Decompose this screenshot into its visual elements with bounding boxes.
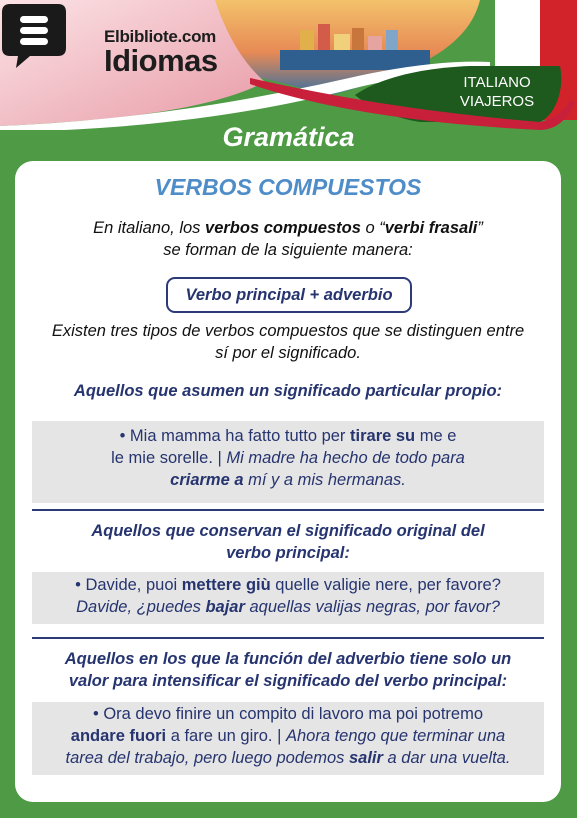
group-heading-line: Aquellos que asumen un significado particular propio: — [73, 382, 503, 400]
section-title: VERBOS COMPUESTOS — [154, 174, 422, 200]
intro-line-2: se forman de la siguiente manera: — [163, 241, 413, 259]
example-translation: Davide, ¿puedes — [76, 598, 206, 616]
page-title: Gramática — [222, 122, 355, 152]
intro-bold: verbi frasali — [384, 219, 478, 237]
example-text: quelle valigie nere, per favore? — [270, 576, 501, 594]
tagline-audience: VIAJEROS — [459, 93, 535, 110]
brand — [104, 27, 218, 78]
tagline-language: ITALIANO — [463, 74, 531, 91]
brand-name: Idiomas — [104, 43, 218, 78]
example-line — [32, 469, 544, 491]
group-heading — [15, 648, 561, 692]
content-card — [15, 161, 561, 802]
example-box — [32, 421, 544, 503]
types-line-2: sí por el significado. — [215, 344, 361, 362]
intro-bold: verbos compuestos — [205, 219, 361, 237]
example-verb-translation: bajar — [205, 598, 245, 616]
header — [0, 0, 577, 130]
example-verb: andare fuori — [70, 727, 167, 745]
group-heading-line: Aquellos en los que la función del adverbio tiene solo un — [64, 650, 512, 668]
example-text: le mie sorelle. | — [111, 449, 227, 467]
intro-part: ” — [477, 219, 483, 237]
example-line — [32, 596, 544, 618]
example-verb-translation: salir — [348, 749, 383, 767]
group-heading — [15, 380, 561, 402]
chat-bubble-logo-icon — [0, 0, 70, 70]
example-line — [32, 574, 544, 596]
example-line — [32, 747, 544, 769]
example-verb: tirare su — [350, 427, 416, 445]
example-text: me e — [415, 427, 457, 445]
example-line — [32, 725, 544, 747]
example-text: • Mia mamma ha fatto tutto per — [119, 427, 351, 445]
example-translation: mí y a mis hermanas. — [243, 471, 406, 489]
group-heading-line: Aquellos que conservan el significado original del — [91, 522, 485, 540]
intro-text — [15, 217, 561, 261]
intro-part: o “ — [360, 219, 385, 237]
example-translation: tarea del trabajo, pero luego podemos — [65, 749, 349, 767]
example-translation: Ahora tengo que terminar una — [285, 727, 506, 745]
group-heading — [15, 520, 561, 564]
types-line-1: Existen tres tipos de verbos compuestos que se distinguen entre — [51, 322, 525, 340]
example-verb: mettere giù — [181, 576, 271, 594]
example-translation: aquellas valijas negras, por favor? — [244, 598, 500, 616]
types-text — [15, 320, 561, 364]
example-text: • Davide, puoi — [75, 576, 182, 594]
example-translation: Mi madre ha hecho de todo para — [226, 449, 465, 467]
intro-line-1 — [15, 217, 561, 239]
tagline — [452, 73, 542, 111]
intro-part: En italiano, los — [93, 219, 206, 237]
example-translation: a dar una vuelta. — [382, 749, 511, 767]
divider — [32, 509, 544, 511]
example-text: a fare un giro. | — [166, 727, 286, 745]
example-box — [32, 572, 544, 624]
example-verb-translation: criarme a — [170, 471, 244, 489]
example-line — [32, 425, 544, 447]
group-heading-line: valor para intensificar el significado del verbo principal: — [68, 672, 508, 690]
example-box — [32, 702, 544, 775]
divider — [32, 637, 544, 639]
example-line — [32, 447, 544, 469]
example-line: • Ora devo finire un compito di lavoro ma poi potremo — [92, 705, 484, 723]
formula-box: Verbo principal + adverbio — [166, 277, 412, 313]
site-name: Elbibliote.com — [104, 27, 216, 46]
group-heading-line: verbo principal: — [226, 544, 350, 562]
